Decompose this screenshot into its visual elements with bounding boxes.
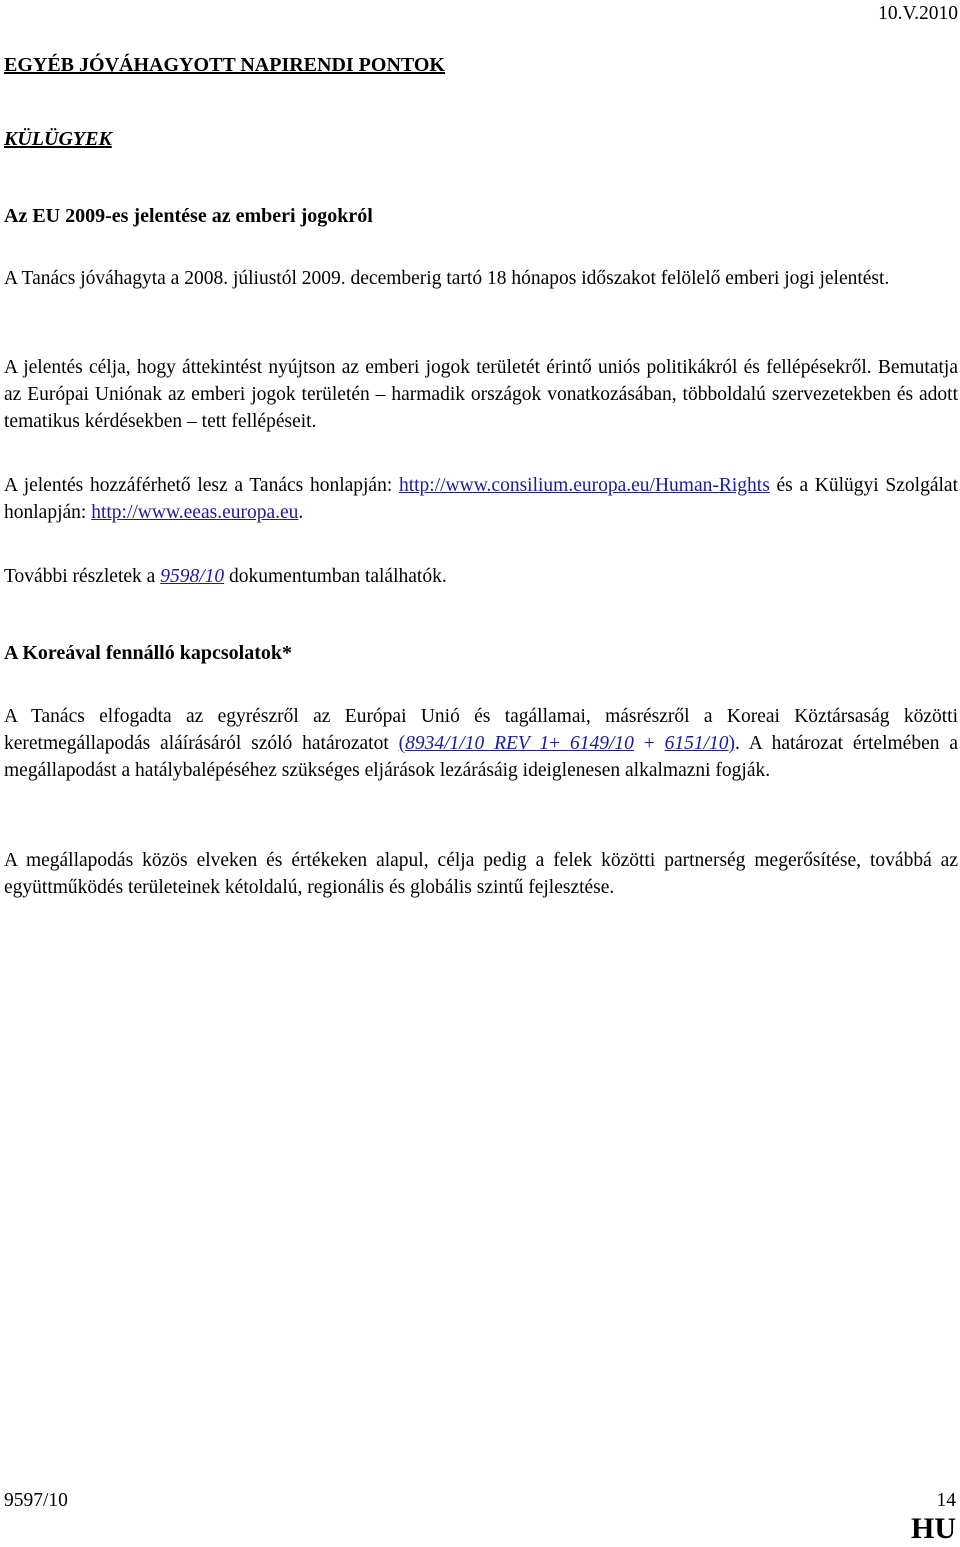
footer-language-code: HU (911, 1512, 956, 1545)
topic-heading-korea: A Koreával fennálló kapcsolatok* (4, 642, 292, 664)
topic-heading-human-rights: Az EU 2009-es jelentése az emberi jogokról (4, 205, 373, 227)
korea-text-1: A Tanács elfogadta az egyrészről az Európai Unió és tagállamai, másrészről a Koreai Köztársaság közötti keretmegállapodás aláírásáról szóló határozatot (4, 706, 958, 754)
korea-text-2: . A határozat értelmében a megállapodást a hatálybalépéséhez szükséges eljárások lezárásáig ideiglenesen alkalmazni fogják. (4, 733, 959, 781)
doc-link-6149[interactable]: 6149/10 (569, 733, 634, 754)
footer-doc-number: 9597/10 (4, 1490, 68, 1511)
main-heading: EGYÉB JÓVÁHAGYOTT NAPIRENDI PONTOK (4, 54, 445, 76)
plus-sign-2: + (633, 733, 665, 754)
footer-page-number: 14 (936, 1490, 956, 1511)
paragraph-korea-agreement (4, 703, 958, 784)
paragraph-report-availability (4, 472, 958, 526)
doc-link-6151[interactable]: 6151/10 (664, 733, 729, 754)
eeas-link[interactable]: http://www.eeas.europa.eu (91, 502, 299, 523)
availability-text-1: A jelentés hozzáférhető lesz a Tanács honlapján: (4, 475, 399, 496)
section-heading: KÜLÜGYEK (4, 128, 112, 150)
availability-text-3: . (298, 502, 304, 523)
consilium-link[interactable]: http://www.consilium.europa.eu/Human-Rights (398, 475, 770, 496)
plus-sign-1: + (549, 733, 570, 754)
availability-text-2: és a Külügyi Szolgálat honlapján: (4, 475, 958, 523)
doc-link-9598[interactable]: 9598/10 (160, 566, 225, 587)
document-date: 10.V.2010 (878, 3, 958, 24)
doc-link-8934[interactable]: 8934/1/10 REV 1 (405, 733, 550, 754)
paragraph-report-purpose: A jelentés célja, hogy áttekintést nyújtson az emberi jogok területét érintő uniós politikákról és fellépésekről. Bemutatja az Európai Uniónak az emberi jogok területén – harmadik országok vonatkozásában, többoldalú szervezetekben és adott tematikus kérdésekben – tett fellépéseit. (4, 357, 958, 432)
paragraph-agreement-principles: A megállapodás közös elveken és értékeken alapul, célja pedig a felek közötti partnerség megerősítése, továbbá az együttműködés területeinek kétoldalú, regionális és globális szintű fejlesztése. (4, 850, 958, 898)
details-text-1: További részletek a (4, 566, 161, 587)
details-text-2: dokumentumban találhatók. (224, 566, 447, 587)
paren-open: ( (398, 733, 406, 754)
paragraph-report-approval: A Tanács jóváhagyta a 2008. júliustól 2009. decemberig tartó 18 hónapos időszakot felölelő emberi jogi jelentést. (4, 268, 890, 289)
paragraph-further-details (4, 563, 958, 590)
paren-close: ) (728, 733, 736, 754)
